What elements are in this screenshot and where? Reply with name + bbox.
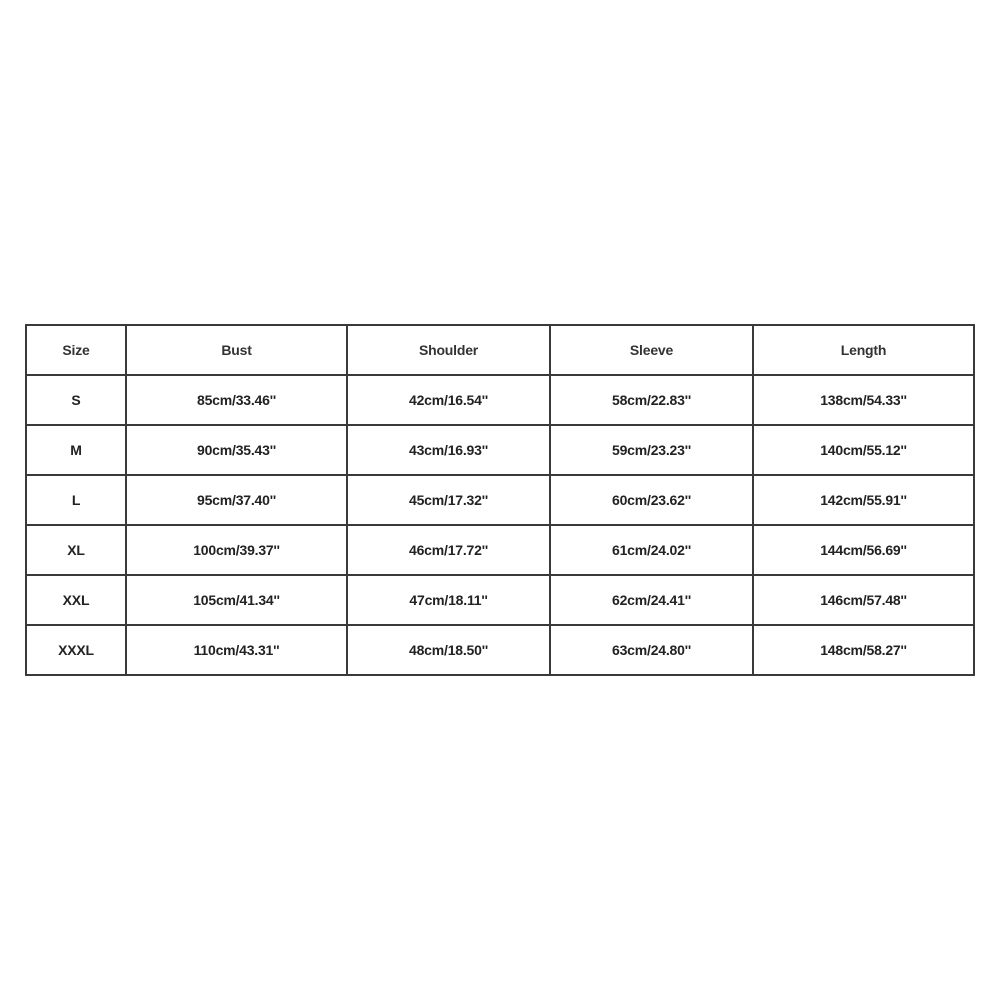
header-sleeve: Sleeve xyxy=(550,325,753,375)
cell-shoulder: 45cm/17.32'' xyxy=(347,475,550,525)
cell-length: 140cm/55.12'' xyxy=(753,425,974,475)
cell-bust: 105cm/41.34'' xyxy=(126,575,347,625)
table-row xyxy=(26,575,974,625)
cell-shoulder: 46cm/17.72'' xyxy=(347,525,550,575)
header-bust: Bust xyxy=(126,325,347,375)
cell-size: XXXL xyxy=(26,625,126,675)
cell-sleeve: 60cm/23.62'' xyxy=(550,475,753,525)
cell-size: XXL xyxy=(26,575,126,625)
cell-size: XL xyxy=(26,525,126,575)
cell-size: M xyxy=(26,425,126,475)
cell-shoulder: 48cm/18.50'' xyxy=(347,625,550,675)
cell-bust: 95cm/37.40'' xyxy=(126,475,347,525)
cell-size: L xyxy=(26,475,126,525)
cell-bust: 85cm/33.46'' xyxy=(126,375,347,425)
cell-sleeve: 58cm/22.83'' xyxy=(550,375,753,425)
size-chart-table xyxy=(25,324,975,676)
cell-length: 146cm/57.48'' xyxy=(753,575,974,625)
cell-shoulder: 42cm/16.54'' xyxy=(347,375,550,425)
header-size: Size xyxy=(26,325,126,375)
cell-length: 142cm/55.91'' xyxy=(753,475,974,525)
header-length: Length xyxy=(753,325,974,375)
table-row xyxy=(26,425,974,475)
cell-sleeve: 62cm/24.41'' xyxy=(550,575,753,625)
cell-bust: 100cm/39.37'' xyxy=(126,525,347,575)
cell-sleeve: 59cm/23.23'' xyxy=(550,425,753,475)
cell-bust: 90cm/35.43'' xyxy=(126,425,347,475)
cell-shoulder: 43cm/16.93'' xyxy=(347,425,550,475)
cell-sleeve: 61cm/24.02'' xyxy=(550,525,753,575)
table-header-row xyxy=(26,325,974,375)
table-row xyxy=(26,475,974,525)
cell-bust: 110cm/43.31'' xyxy=(126,625,347,675)
cell-length: 148cm/58.27'' xyxy=(753,625,974,675)
cell-length: 144cm/56.69'' xyxy=(753,525,974,575)
cell-size: S xyxy=(26,375,126,425)
table-row xyxy=(26,375,974,425)
cell-length: 138cm/54.33'' xyxy=(753,375,974,425)
table-row xyxy=(26,525,974,575)
table-row xyxy=(26,625,974,675)
cell-sleeve: 63cm/24.80'' xyxy=(550,625,753,675)
header-shoulder: Shoulder xyxy=(347,325,550,375)
cell-shoulder: 47cm/18.11'' xyxy=(347,575,550,625)
